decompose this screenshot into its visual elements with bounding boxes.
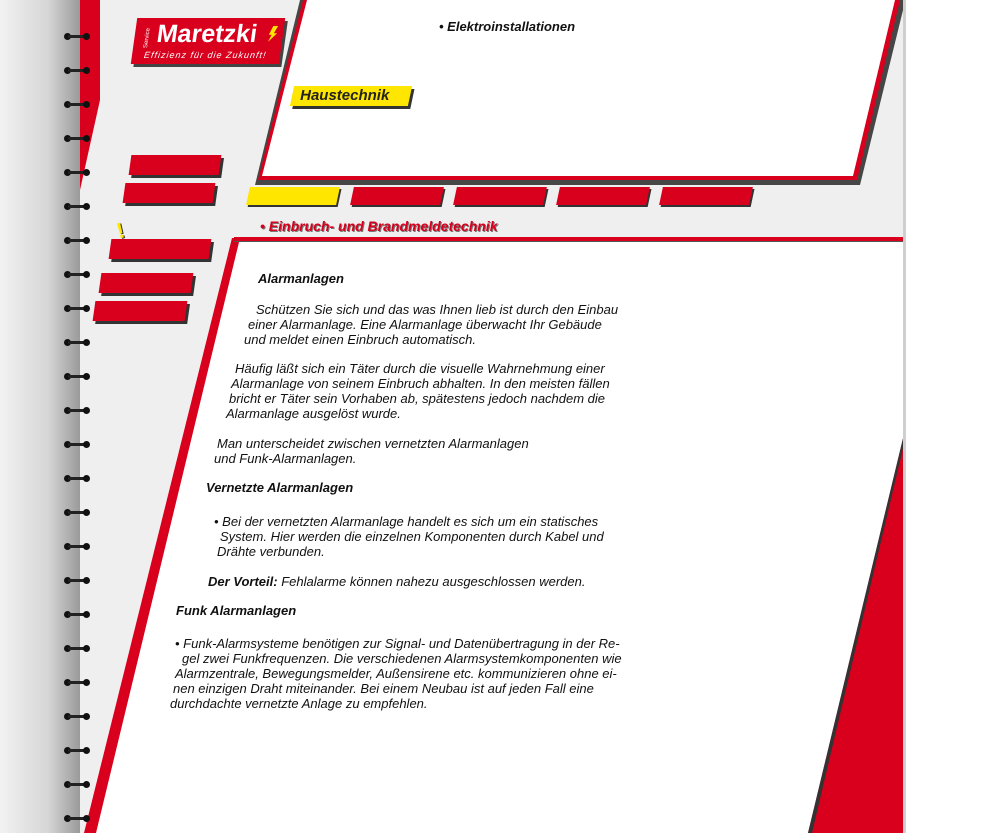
vorteil-line [208, 574, 585, 589]
vorteil-label: Der Vorteil: [208, 574, 278, 589]
brand-logo[interactable] [131, 18, 285, 64]
subheading: • Einbruch- und Brandmeldetechnik [260, 218, 498, 234]
spiral-ring [64, 135, 90, 143]
nav-button-5[interactable] [93, 301, 188, 321]
spiral-ring [64, 475, 90, 483]
spiral-ring [64, 747, 90, 755]
tab-3[interactable] [453, 187, 547, 205]
spiral-ring [64, 815, 90, 823]
brand-name: Maretzki [155, 20, 259, 48]
spiral-ring [64, 781, 90, 789]
section-title-badge [290, 86, 412, 106]
paragraph-4: • Bei der vernetzten Alarmanlage handelt es sich um ein statisches System. Hier werden die einzelnen Komponenten durch Kabel und Drähte verbunden. [214, 514, 604, 559]
spiral-ring [64, 305, 90, 313]
heading-alarmanlagen: Alarmanlagen [258, 271, 344, 286]
section-title: Haustechnik [300, 87, 390, 104]
spiral-ring [64, 237, 90, 245]
exclamation-icon: ! [113, 217, 128, 244]
nav-button-1[interactable] [129, 155, 222, 175]
tab-5[interactable] [659, 187, 753, 205]
spiral-ring [64, 101, 90, 109]
spiral-ring [64, 441, 90, 449]
section-link-elektroinstallationen[interactable]: • Elektroinstallationen [439, 19, 576, 34]
tab-active[interactable] [246, 187, 340, 205]
vorteil-text: Fehlalarme können nahezu ausgeschlossen werden. [277, 574, 586, 589]
spiral-ring [64, 271, 90, 279]
spiral-ring [64, 407, 90, 415]
spiral-ring [64, 203, 90, 211]
spiral-ring [64, 33, 90, 41]
paragraph-5: • Funk-Alarmsysteme benötigen zur Signal- und Datenübertragung in der Re- gel zwei Funkfrequenzen. Die verschiedenen Alarmsystemkomponenten wie Alarmzentrale, Bewegungsmelder, Außensirene etc. kommunizieren ohne ei- nen einzigen Draht miteinander. Bei einem Neubau ist auf jeden Fall eine durchdachte vernetzte Anlage zu empfehlen. [170, 636, 622, 711]
spiral-ring [64, 67, 90, 75]
spiral-ring [64, 679, 90, 687]
spiral-ring [64, 577, 90, 585]
spiral-ring [64, 645, 90, 653]
spiral-ring [64, 373, 90, 381]
spiral-ring [64, 611, 90, 619]
brand-slogan: Effizienz für die Zukunft! [143, 50, 268, 60]
heading-funk: Funk Alarmanlagen [176, 603, 297, 618]
paragraph-2: Häufig läßt sich ein Täter durch die visuelle Wahrnehmung einer Alarmanlage von seinem Einbruch abhalten. In den meisten fällen bricht er Täter sein Vorhaben ab, spätestens jedoch nachdem die Alarmanlage ausgelöst wurde. [226, 361, 610, 421]
spiral-ring [64, 169, 90, 177]
brand-prefix: Service [143, 27, 152, 48]
paragraph-3: Man unterscheidet zwischen vernetzten Alarmanlagen und Funk-Alarmanlagen. [214, 436, 529, 466]
spiral-ring [64, 543, 90, 551]
paragraph-1: Schützen Sie sich und das was Ihnen lieb ist durch den Einbau einer Alarmanlage. Eine Alarmanlage überwacht Ihr Gebäude und meldet einen Einbruch automatisch. [244, 302, 619, 347]
nav-button-2[interactable] [123, 183, 216, 203]
spiral-ring [64, 713, 90, 721]
nav-button-4[interactable] [99, 273, 194, 293]
spiral-ring [64, 339, 90, 347]
heading-vernetzte: Vernetzte Alarmanlagen [206, 480, 354, 495]
tab-4[interactable] [556, 187, 650, 205]
spiral-ring [64, 509, 90, 517]
lightning-icon [268, 26, 278, 42]
tab-2[interactable] [350, 187, 444, 205]
